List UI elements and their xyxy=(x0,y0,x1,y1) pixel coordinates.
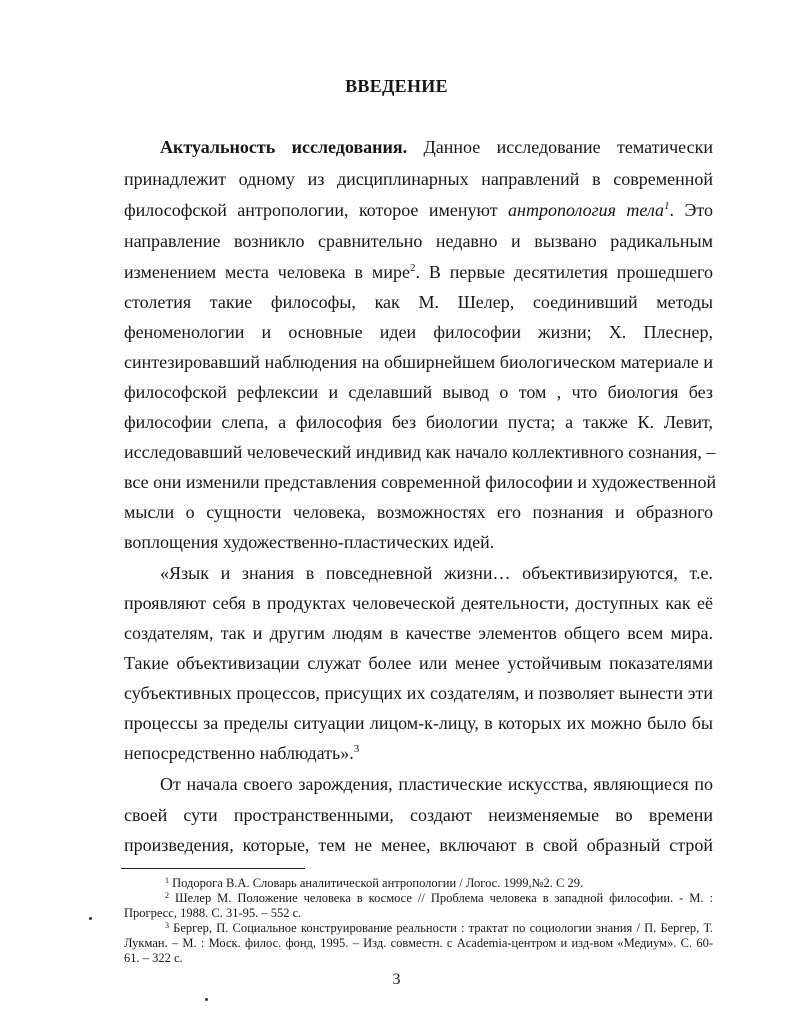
text-line: философской антропологии, которое именуют антропология тела$^1$. Это xyxy=(124,200,713,220)
text-line: проявляют себя в продуктах человеческой деятельности, доступных как её xyxy=(124,593,713,613)
scan-speck xyxy=(205,998,208,1001)
text-line: «Язык и знания в повседневной жизни… объективизируются, т.е. xyxy=(160,563,713,583)
footnote-3-cont: Лукман. – М. : Моск. филос. фонд, 1995. – Изд. совместн. с Academia-центром и изд-вом «Медиум». С. 60- xyxy=(124,936,713,950)
text-line: субъективных процессов, присущих их создателям, и позволяет вынести эти xyxy=(124,683,713,703)
footnote-3-cont: 61. – 322 с. xyxy=(124,951,183,965)
italic-term: антропология тела$^1$ xyxy=(508,200,670,220)
text-line: философской рефлексии и сделавший вывод о том , что биология без xyxy=(124,382,713,402)
text-line: исследовавший человеческий индивид как начало коллективного сознания, – xyxy=(124,442,716,462)
section-heading: ВВЕДЕНИЕ xyxy=(345,76,448,96)
text-line: принадлежит одному из дисциплинарных направлений в современной xyxy=(124,169,713,189)
text-line: своей сути пространственными, создают неизменяемые во времени xyxy=(124,805,713,825)
text-line: феноменологии и основные идеи философии жизни; Х. Плеснер, xyxy=(124,322,713,342)
text-line: изменением места человека в мире$^2$. В первые десятилетия прошедшего xyxy=(124,262,713,282)
footnote-2: $^2$ Шелер М. Положение человека в космосе // Проблема человека в западной философии. - М. : xyxy=(165,891,713,905)
footnote-3: $^3$ Бергер, П. Социальное конструирование реальности : трактат по социологии знания / П. Бергер, Т. xyxy=(165,921,713,935)
footnote-separator xyxy=(121,868,305,869)
text-line: направление возникло сравнительно недавно и вызвано радикальным xyxy=(124,231,713,251)
text-line: все они изменили представления современной философии и художественной xyxy=(124,472,717,492)
footnote-ref: 1 xyxy=(664,200,670,212)
text-line: Актуальность исследования. Данное исследование тематически xyxy=(160,137,713,157)
footnote-2-cont: Прогресс, 1988. С. 31-95. – 552 с. xyxy=(124,906,302,920)
text-line: непосредственно наблюдать».$^3$ xyxy=(124,743,360,763)
footnote-1: $^1$ Подорога В.А. Словарь аналитической антропологии / Логос. 1999,№2. С 29. xyxy=(165,876,584,890)
text-line: столетия такие философы, как М. Шелер, соединивший методы xyxy=(124,292,713,312)
text-line: мысли о сущности человека, возможностях его познания и образного xyxy=(124,502,713,522)
bold-lead: Актуальность исследования. xyxy=(160,137,408,157)
text-line: синтезировавший наблюдения на обширнейшем биологическом материале и xyxy=(124,352,713,372)
text-line: философии слепа, а философия без биологии пуста; а также К. Левит, xyxy=(124,412,713,432)
text-line: воплощения художественно-пластических идей. xyxy=(124,532,495,552)
text-line: произведения, которые, тем не менее, включают в свой образный строй xyxy=(124,835,713,855)
footnote-ref: 2 xyxy=(409,262,416,274)
text-line: Такие объективизации служат более или менее устойчивым показателями xyxy=(124,653,713,673)
footnote-ref: 3 xyxy=(353,743,360,755)
text-line: процессы за пределы ситуации лицом-к-лицу, в которых их можно было бы xyxy=(124,713,713,733)
page-number: 3 xyxy=(392,971,401,988)
scan-speck xyxy=(89,917,92,920)
text-line: От начала своего зарождения, пластические искусства, являющиеся по xyxy=(160,774,713,794)
text-line: создателям, так и другим людям в качестве элементов общего всем мира. xyxy=(124,623,713,643)
